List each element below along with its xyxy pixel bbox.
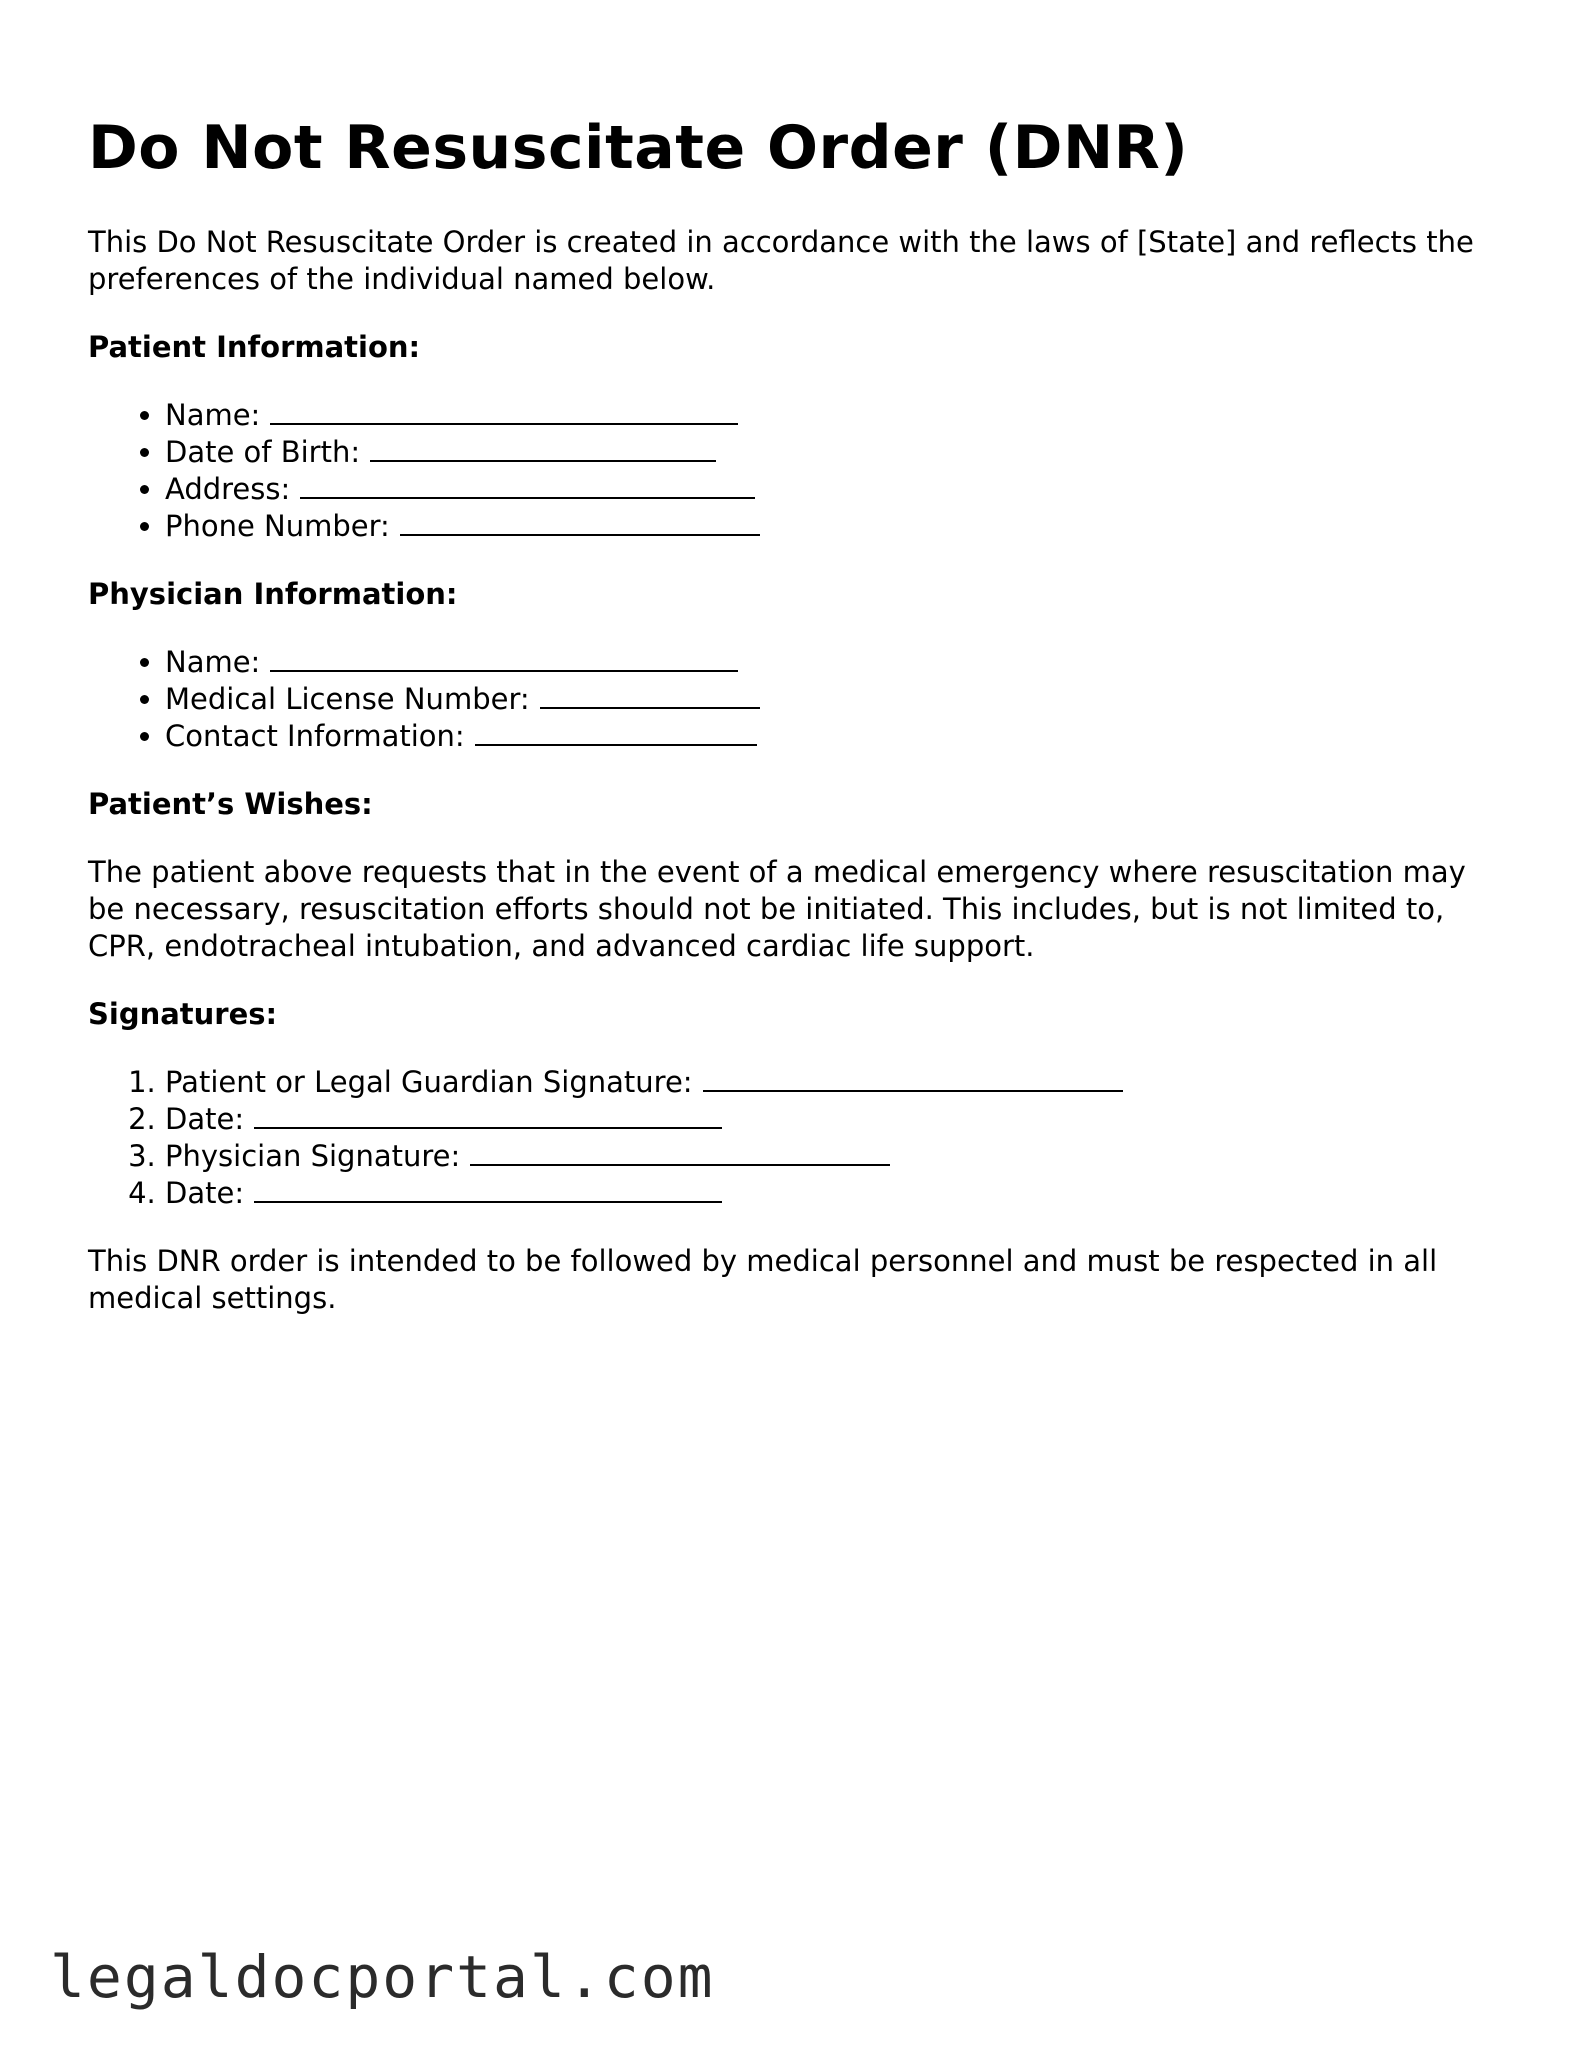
patient-date-blank[interactable]	[254, 1103, 722, 1129]
physician-date-blank[interactable]	[254, 1177, 722, 1203]
patient-phone-item: • Phone Number:	[165, 508, 1508, 545]
physician-signature-item: 3. Physician Signature:	[165, 1138, 1508, 1175]
physician-name-item: • Name:	[165, 644, 1508, 681]
patient-phone-blank[interactable]	[400, 510, 760, 536]
closing-paragraph: This DNR order is intended to be followed by medical personnel and must be respected in all medical settings.	[88, 1244, 1438, 1315]
patient-info-heading: Patient Information:	[88, 330, 421, 364]
patient-signature-item: 1. Patient or Legal Guardian Signature:	[165, 1064, 1508, 1101]
patient-info-list	[88, 397, 1508, 545]
physician-signature-blank[interactable]	[470, 1140, 890, 1166]
patient-address-item: • Address:	[165, 471, 1508, 508]
page-title: Do Not Resuscitate Order (DNR)	[88, 113, 1189, 183]
physician-info-heading: Physician Information:	[88, 577, 458, 611]
patient-date-item: 2. Date:	[165, 1101, 1508, 1138]
signatures-heading: Signatures:	[88, 997, 278, 1031]
patient-address-blank[interactable]	[300, 473, 755, 499]
patient-wishes-paragraph: The patient above requests that in the event of a medical emergency where resuscitation may be necessary, resuscitation efforts should not be initiated. This includes, but is not limited to, CPR, endotracheal intubation, and advanced cardiac life support.	[88, 855, 1466, 963]
document-page	[88, 108, 1508, 1348]
patient-dob-blank[interactable]	[370, 436, 716, 462]
physician-license-blank[interactable]	[540, 683, 760, 709]
intro-paragraph: This Do Not Resuscitate Order is created in accordance with the laws of [State] and reflects the preferences of the individual named below.	[88, 225, 1474, 296]
patient-name-item: • Name:	[165, 397, 1508, 434]
physician-date-item: 4. Date:	[165, 1175, 1508, 1212]
patient-signature-blank[interactable]	[703, 1066, 1123, 1092]
physician-contact-item: • Contact Information:	[165, 718, 1508, 755]
patient-wishes-heading: Patient’s Wishes:	[88, 787, 373, 821]
patient-name-blank[interactable]	[270, 399, 738, 425]
patient-dob-item: • Date of Birth:	[165, 434, 1508, 471]
physician-info-list	[88, 644, 1508, 755]
physician-license-item: • Medical License Number:	[165, 681, 1508, 718]
signatures-list	[88, 1064, 1508, 1212]
site-watermark: legaldocportal.com	[50, 1943, 715, 2011]
physician-name-blank[interactable]	[270, 646, 738, 672]
physician-contact-blank[interactable]	[475, 720, 757, 746]
